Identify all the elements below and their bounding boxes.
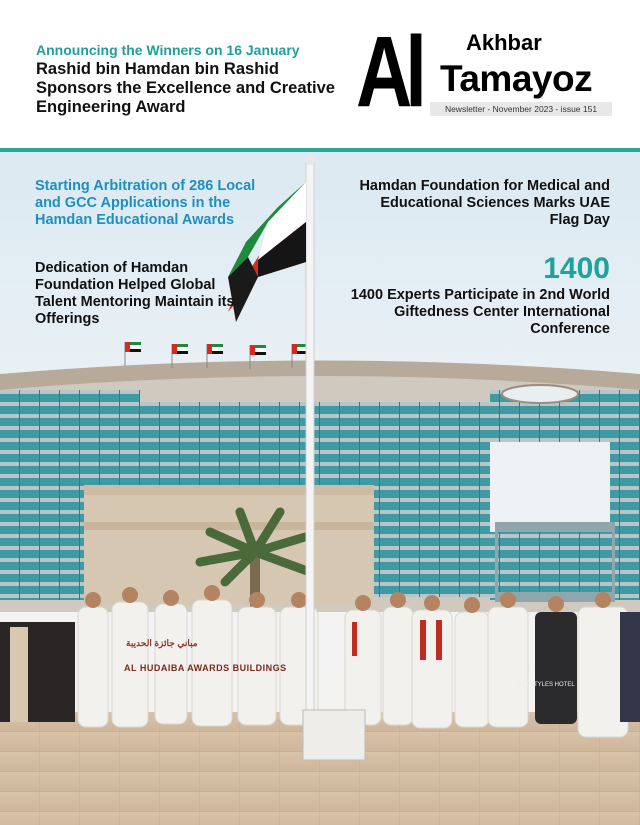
cover-announcement <box>36 42 336 117</box>
story-arbitration[interactable]: Starting Arbitration of 286 Local and GCC Applications in the Hamdan Educational Awards <box>35 178 256 228</box>
story-giftedness-conference[interactable]: 1400 Experts Participate in 2nd World Giftedness Center International Conference <box>350 287 610 337</box>
story-talent-mentoring[interactable]: Dedication of Hamdan Foundation Helped Global Talent Mentoring Maintain its Offerings <box>35 260 235 327</box>
logo-akhbar: Akhbar <box>466 30 542 55</box>
story-flag-day[interactable]: Hamdan Foundation for Medical and Educational Sciences Marks UAE Flag Day <box>359 178 610 228</box>
newsletter-logo <box>356 16 618 128</box>
logo-al: Al <box>356 16 420 128</box>
announcement-kicker: Announcing the Winners on 16 January <box>36 42 300 58</box>
issue-line: Newsletter - November 2023 - issue 151 <box>430 102 612 116</box>
story-highlight-number: 1400 <box>543 252 610 285</box>
announcement-headline: Rashid bin Hamdan bin Rashid Sponsors the Excellence and Creative Engineering Award <box>36 60 335 116</box>
building-sign: AL HUDAIBA AWARDS BUILDINGS <box>124 663 287 673</box>
hotel-sign: IBIS STYLES HOTEL <box>517 682 575 688</box>
building-sign-arabic: مباني جائزة الحديبة <box>126 638 198 648</box>
logo-tamayoz: Tamayoz <box>440 58 593 99</box>
masthead <box>0 0 640 150</box>
